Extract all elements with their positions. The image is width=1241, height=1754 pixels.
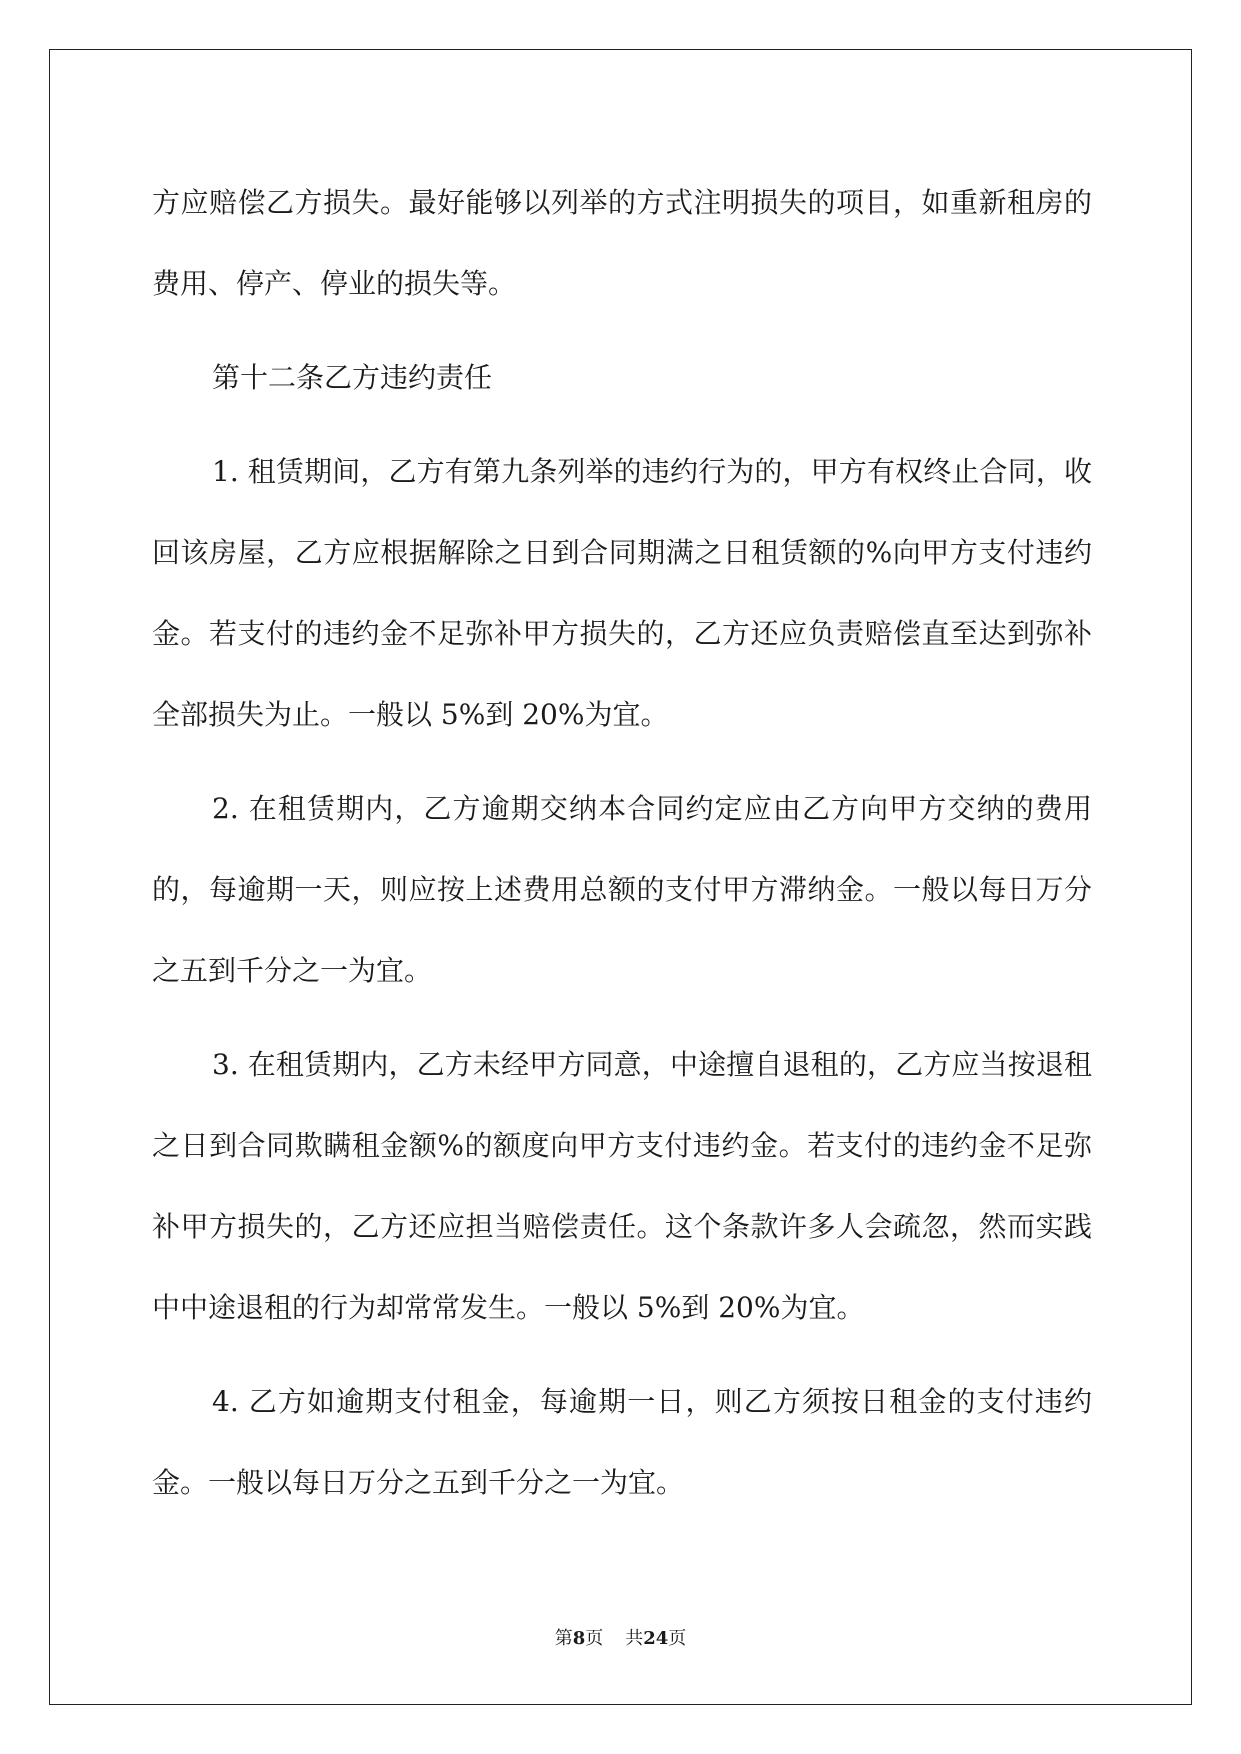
clause-1: 1. 租赁期间，乙方有第九条列举的违约行为的，甲方有权终止合同，收回该房屋，乙方应根据解除之日到合同期满之日租赁额的%向甲方支付违约金。若支付的违约金不足弥补甲方损失的，乙方还应负责赔偿直至达到弥补全部损失为止。一般以 5%到 20%为宜。	[152, 455, 1092, 731]
page-footer	[0, 1624, 1241, 1650]
page-number: 8	[572, 1628, 586, 1649]
total-pages: 24	[643, 1628, 669, 1649]
paragraph-continuation: 方应赔偿乙方损失。最好能够以列举的方式注明损失的项目，如重新租房的费用、停产、停业的损失等。	[152, 186, 1092, 300]
page-prefix: 第	[554, 1628, 573, 1649]
page-suffix: 页	[585, 1628, 604, 1649]
total-prefix: 共	[625, 1628, 644, 1649]
total-suffix: 页	[668, 1628, 687, 1649]
document-body	[152, 162, 1092, 1536]
clause-3: 3. 在租赁期内，乙方未经甲方同意，中途擅自退租的，乙方应当按退租之日到合同欺瞒租金额%的额度向甲方支付违约金。若支付的违约金不足弥补甲方损失的，乙方还应担当赔偿责任。这个条款许多人会疏忽，然而实践中中途退租的行为却常常发生。一般以 5%到 20%为宜。	[152, 1048, 1092, 1324]
clause-4: 4. 乙方如逾期支付租金，每逾期一日，则乙方须按日租金的支付违约金。一般以每日万分之五到千分之一为宜。	[152, 1385, 1092, 1499]
clause-2: 2. 在租赁期内，乙方逾期交纳本合同约定应由乙方向甲方交纳的费用的，每逾期一天，则应按上述费用总额的支付甲方滞纳金。一般以每日万分之五到千分之一为宜。	[152, 792, 1092, 987]
section-heading-article-12: 第十二条乙方违约责任	[212, 361, 493, 394]
